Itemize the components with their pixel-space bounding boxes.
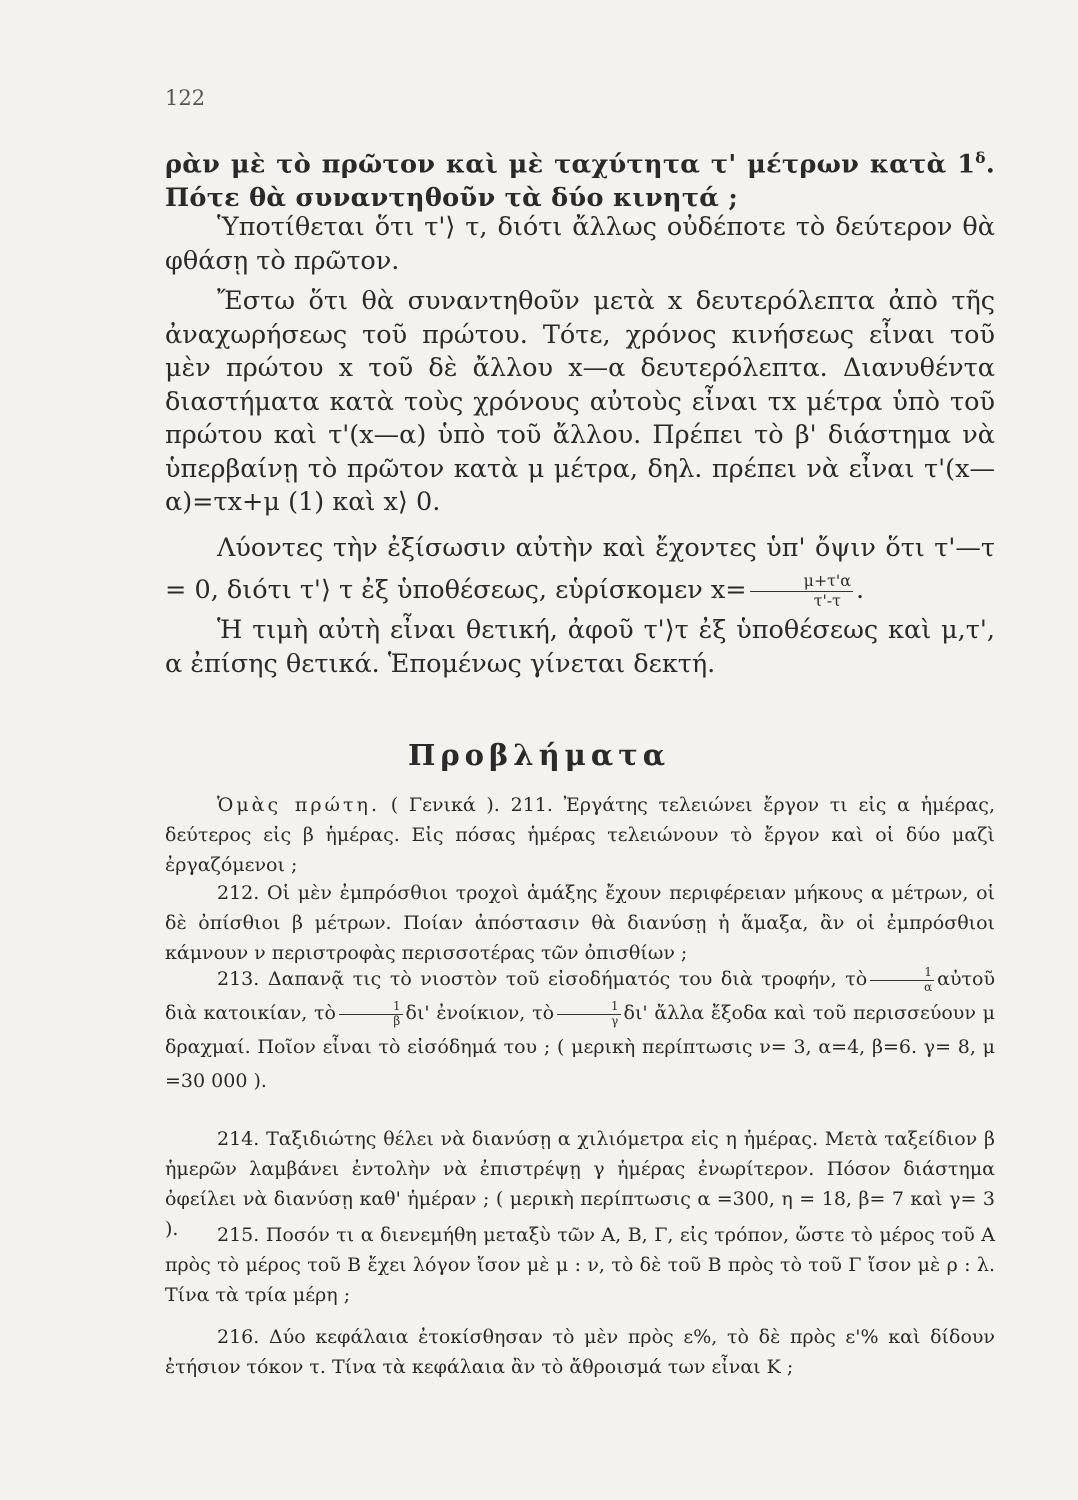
problem-213-text-d: δι' ἄλλα ἔξοδα καὶ τοῦ περισσεύουν μ δραχμαί. Ποῖον εἶναι τὸ εἰσόδημά του ; ( μερικὴ περίπτωσις ν= 3, α=4, β=6. γ= 8, μ =30 000 ).	[165, 1002, 995, 1092]
problem-214: 214. Ταξιδιώτης θέλει νὰ διανύσῃ α χιλιόμετρα εἰς η ἡμέρας. Μετὰ ταξείδιον β ἡμερῶν λαμβάνει ἐντολὴν νὰ ἐπιστρέψῃ γ ἡμέρας ἐνωρίτερον. Πόσον διάστημα ὀφείλει νὰ διανύσῃ καθ' ἡμέραν ; ( μερικὴ περίπτωσις α =300, η = 18, β= 7 καὶ γ= 3 ).	[165, 1128, 995, 1240]
problem-213-fraction-3	[557, 1000, 621, 1028]
problem-211-text: ( Γενικά ). 211. Ἐργάτης τελειώνει ἔργον τι εἰς α ἡμέρας, δεύτερος εἰς β ἡμέρας. Εἰς πόσας ἡμέρας τελειώνουν τὸ ἔργον καὶ οἱ δύο μαζὶ ἐργαζόμενοι ;	[165, 794, 995, 876]
fraction-2-denominator: β	[393, 1013, 401, 1028]
intro-line-b: . Πότε θὰ συναντηθοῦν τὰ δύο κινητά ;	[165, 149, 995, 213]
intro-paragraph	[165, 142, 995, 216]
problem-216: 216. Δύο κεφάλαια ἐτοκίσθησαν τὸ μὲν πρὸς ε%, τὸ δὲ πρὸς ε'% καὶ δίδουν ἐτήσιον τόκον τ. Τίνα τὰ κεφάλαια ἂν τὸ ἄθροισμά των εἶναι Κ ;	[165, 1326, 995, 1378]
paragraph-setup: Ἔστω ὅτι θὰ συναντηθοῦν μετὰ x δευτερόλεπτα ἀπὸ τῆς ἀναχωρήσεως τοῦ πρώτου. Τότε, χρόνος κινήσεως εἶναι τοῦ μὲν πρώτου x τοῦ δὲ ἄλλου x—α δευτερόλεπτα. Διανυθέντα διαστήματα κατὰ τοὺς χρόνους αὐτοὺς εἶναι τx μέτρα ὑπὸ τοῦ πρώτου καὶ τ'(x—α) ὑπὸ τοῦ ἄλλου. Πρέπει τὸ β' διάστημα νὰ ὑπερβαίνῃ τὸ πρῶτον κατὰ μ μέτρα, δηλ. πρέπει νὰ εἶναι τ'(x—α)=τx+μ (1) καὶ x⟩ 0.	[165, 286, 995, 517]
paragraph-solution	[165, 527, 995, 611]
problem-group-label: Ὁμὰς πρώτη.	[217, 794, 380, 816]
solution-fraction-denominator: τ'-τ	[813, 590, 841, 610]
problem-215: 215. Ποσόν τι α διενεμήθη μεταξὺ τῶν Α, Β, Γ, εἰς τρόπον, ὥστε τὸ μέρος τοῦ Α πρὸς τὸ μέρος τοῦ Β ἔχει λόγον ἴσον μὲ μ : ν, τὸ δὲ τοῦ Β πρὸς τὸ τοῦ Γ ἴσον μὲ ρ : λ. Τίνα τὰ τρία μέρη ;	[165, 1224, 995, 1306]
problem-212: 212. Οἱ μὲν ἐμπρόσθιοι τροχοὶ ἁμάξης ἔχουν περιφέρειαν μήκους α μέτρων, οἱ δὲ ὀπίσθιοι β μέτρων. Ποίαν ἀπόστασιν θὰ διανύσῃ ἡ ἅμαξα, ἂν οἱ ἐμπρόσθιοι κάμνουν ν περιστροφὰς περισσοτέρας τῶν ὀπισθίων ;	[165, 882, 995, 964]
problem-213-fraction-2	[339, 1000, 403, 1028]
section-heading: Προβλήματα	[407, 738, 671, 772]
intro-superscript: δ	[975, 149, 986, 167]
fraction-3-numerator: 1	[557, 1000, 621, 1015]
solution-fraction-numerator: μ+τ'α	[750, 572, 853, 591]
intro-line-a: ρὰν μὲ τὸ πρῶτον καὶ μὲ ταχύτητα τ' μέτρων κατὰ 1	[165, 149, 976, 180]
problem-213	[165, 962, 995, 1098]
problem-213-text-b: αὐτοῦ διὰ κατοικίαν, τὸ	[165, 968, 995, 1024]
fraction-1-numerator: 1	[870, 966, 934, 981]
problem-213-text-c: δι' ἐνοίκιον, τὸ	[405, 1002, 555, 1024]
fraction-3-denominator: γ	[611, 1013, 619, 1028]
paragraph-conclusion: Ἡ τιμὴ αὐτὴ εἶναι θετική, ἀφοῦ τ'⟩τ ἐξ ὑποθέσεως καὶ μ,τ', α ἐπίσης θετικά. Ἑπομένως γίνεται δεκτή.	[165, 615, 995, 679]
solution-end: .	[855, 575, 865, 605]
fraction-1-denominator: α	[924, 979, 933, 994]
fraction-2-numerator: 1	[339, 1000, 403, 1015]
problem-211	[165, 790, 995, 880]
solution-fraction	[750, 572, 853, 609]
problem-213-fraction-1	[870, 966, 934, 994]
page-number: 122	[165, 86, 206, 110]
solution-text: Λύοντες τὴν ἐξίσωσιν αὐτὴν καὶ ἔχοντες ὑπ' ὄψιν ὅτι τ'—τ = 0, διότι τ'⟩ τ ἐξ ὑποθέσεως, εὑρίσκομεν x=	[165, 533, 995, 605]
paragraph-assumption: Ὑποτίθεται ὅτι τ'⟩ τ, διότι ἄλλως οὐδέποτε τὸ δεύτερον θὰ φθάσῃ τὸ πρῶτον.	[165, 212, 995, 276]
problem-213-text-a: 213. Δαπανᾷ τις τὸ νιοστὸν τοῦ εἰσοδήματός του διὰ τροφήν, τὸ	[217, 968, 868, 990]
